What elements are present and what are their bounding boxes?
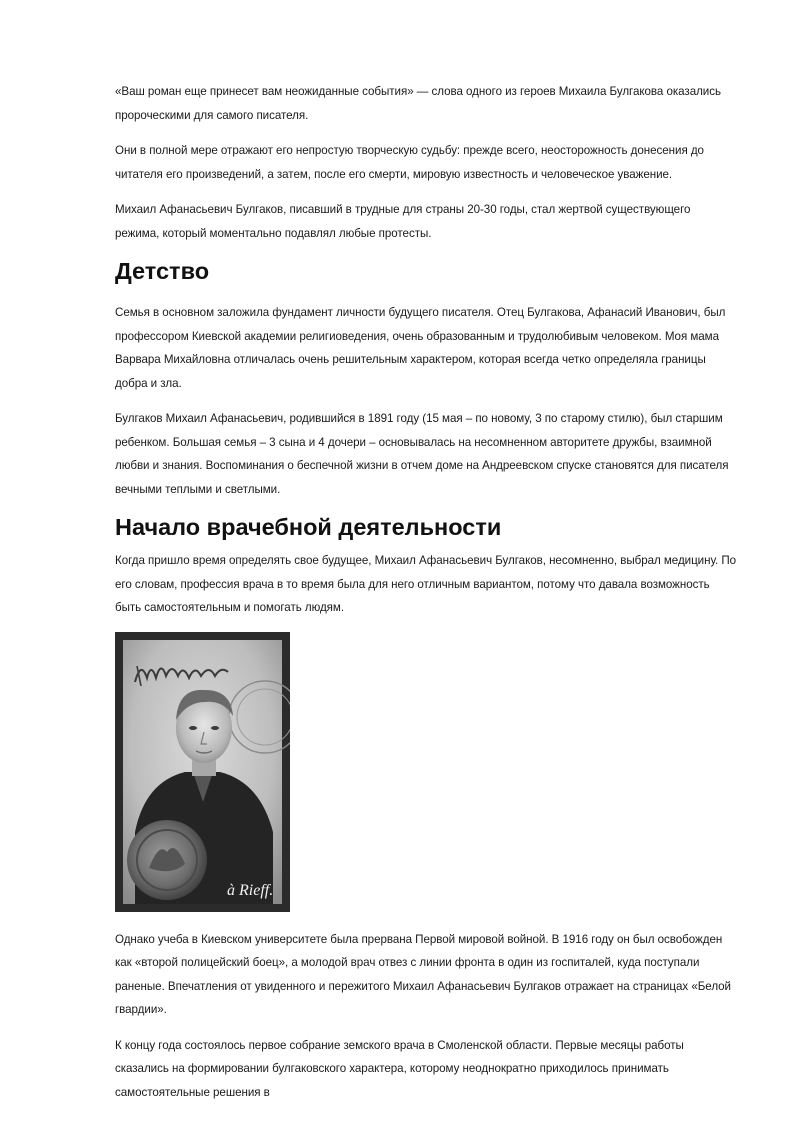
intro-paragraph-2: Они в полной мере отражают его непростую творческую судьбу: прежде всего, неосторожность донесения до читателя его произведений, а затем, после его смерти, мировую известность и человеческое уважение. (115, 144, 704, 181)
childhood-paragraph-2: Булгаков Михаил Афанасьевич, родившийся в 1891 году (15 мая – по новому, 3 по старому стилю), был старшим ребенком. Большая семья – 3 сына и 4 дочери – основывалась на несомненном авторитете дружбы, взаимной любви и знания. Воспоминания о беспечной жизни в отчем доме на Андреевском спуске становятся для писателя вечными теплыми и светлыми. (115, 412, 729, 496)
career-paragraph-2: Однако учеба в Киевском университете была прервана Первой мировой войной. В 1916 году он был освобожден как «второй полицейский боец», а молодой врач отвез с линии фронта в один из госпиталей, куда поступали раненые. Впечатления от увиденного и пережитого Михаил Афанасьевич Булгаков отражает на страницах «Белой гвардии». (115, 932, 731, 1016)
heading-career-start: Начало врачебной деятельности (115, 514, 502, 540)
intro-paragraph-3: Михаил Афанасьевич Булгаков, писавший в трудные для страны 20-30 годы, стал жертвой существующего режима, который моментально подавлял любые протесты. (115, 203, 691, 240)
career-paragraph-1: Когда пришло время определять свое будущее, Михаил Афанасьевич Булгаков, несомненно, выбрал медицину. По его словам, профессия врача в то время была для него отличным вариантом, потому что давала возможность быть самостоятельным и помогать людям. (115, 554, 737, 614)
heading-childhood: Детство (115, 258, 210, 284)
career-paragraph-3: К концу года состоялось первое собрание земского врача в Смоленской области. Первые месяцы работы сказались на формировании булгаковского характера, которому неоднократно приходилось принимать самостоятельные решения в (115, 1038, 684, 1099)
intro-paragraph-1: «Ваш роман еще принесет вам неожиданные события» — слова одного из героев Михаила Булгакова оказались пророческими для самого писателя. (115, 85, 721, 122)
bulgakov-portrait-photo (115, 632, 290, 912)
document-page (115, 80, 737, 1116)
studio-mark: à Rieff. (227, 881, 274, 899)
childhood-paragraph-1: Семья в основном заложила фундамент личности будущего писателя. Отец Булгакова, Афанасий Иванович, был профессором Киевской академии религиоведения, очень образованным и трудолюбивым человеком. Моя мама Варвара Михайловна отличалась очень решительным характером, которая всегда четко определяла границы добра и зла. (115, 306, 726, 390)
